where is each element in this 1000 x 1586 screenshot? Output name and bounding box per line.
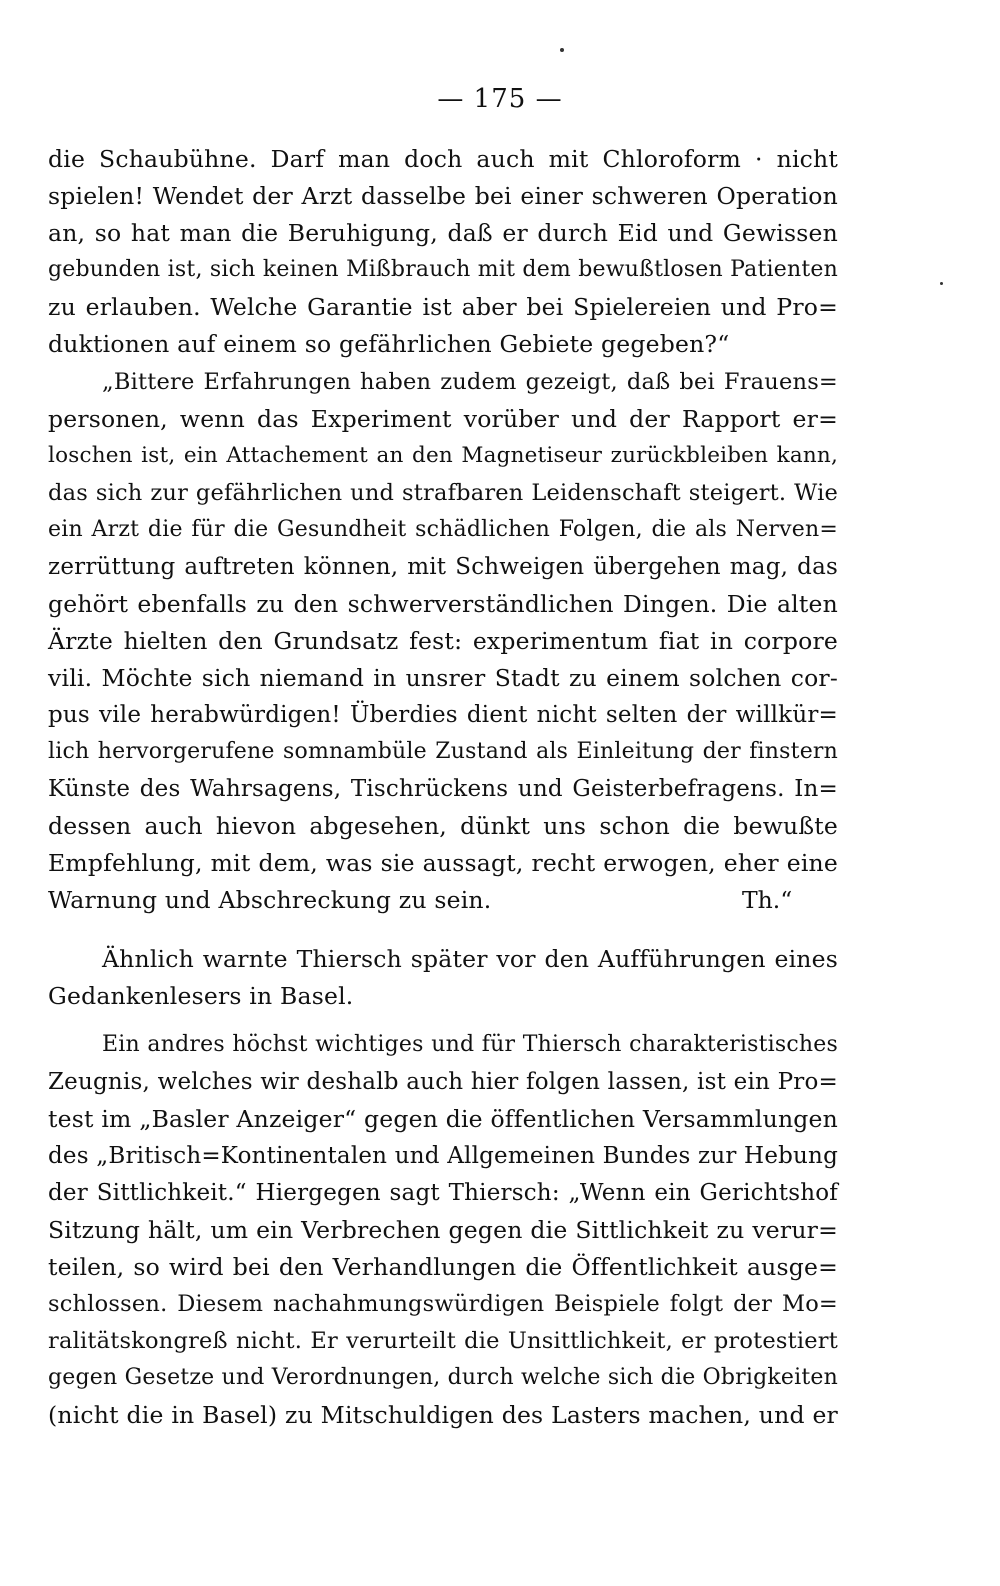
text-line: der Sittlichkeit.“ Hiergegen sagt Thiersch: „Wenn ein Gerichtshof: [48, 1180, 838, 1206]
page-number: — 175 —: [437, 84, 563, 114]
text-line: gegen Gesetze und Verordnungen, durch welche sich die Obrigkeiten: [48, 1365, 838, 1390]
text-line: Künste des Wahrsagens, Tischrückens und Geisterbefragens. In=: [48, 776, 838, 802]
text-line: „Bittere Erfahrungen haben zudem gezeigt, daß bei Frauens=: [102, 369, 838, 395]
text-line: duktionen auf einem so gefährlichen Gebiete gegeben?“: [48, 330, 730, 358]
text-line: lich hervorgerufene somnambüle Zustand als Einleitung der finstern: [48, 739, 838, 764]
text-line: Ärzte hielten den Grundsatz fest: experimentum fiat in corpore: [48, 627, 838, 655]
text-line: an, so hat man die Beruhigung, daß er durch Eid und Gewissen: [48, 219, 838, 247]
text-line: loschen ist, ein Attachement an den Magnetiseur zurückbleiben kann,: [48, 443, 838, 468]
text-line: des „Britisch=Kontinentalen und Allgemeinen Bundes zur Hebung: [48, 1143, 838, 1169]
text-line: gehört ebenfalls zu den schwerverständlichen Dingen. Die alten: [48, 590, 838, 618]
text-line: Empfehlung, mit dem, was sie aussagt, recht erwogen, eher eine: [48, 849, 838, 877]
text-line: ralitätskongreß nicht. Er verurteilt die Unsittlichkeit, er protestiert: [48, 1328, 838, 1354]
text-line: personen, wenn das Experiment vorüber und der Rapport er=: [48, 405, 838, 433]
text-line: ein Arzt die für die Gesundheit schädlichen Folgen, die als Nerven=: [48, 517, 838, 542]
text-line: teilen, so wird bei den Verhandlungen die Öffentlichkeit ausge=: [48, 1253, 838, 1281]
text-line: die Schaubühne. Darf man doch auch mit Chloroform · nicht: [48, 145, 838, 173]
text-line: zu erlauben. Welche Garantie ist aber bei Spielereien und Pro=: [48, 293, 838, 321]
text-line: zerrüttung auftreten können, mit Schweigen übergehen mag, das: [48, 554, 838, 580]
text-line: das sich zur gefährlichen und strafbaren Leidenschaft steigert. Wie: [48, 480, 838, 506]
text-line: Ein andres höchst wichtiges und für Thiersch charakteristisches: [102, 1032, 838, 1057]
print-speck: [940, 282, 943, 285]
text-line: schlossen. Diesem nachahmungswürdigen Beispiele folgt der Mo=: [48, 1291, 838, 1317]
text-line: Ähnlich warnte Thiersch später vor den Aufführungen eines: [102, 945, 838, 973]
text-line: Sitzung hält, um ein Verbrechen gegen die Sittlichkeit zu verur=: [48, 1216, 838, 1244]
print-speck: [560, 48, 564, 52]
text-line: pus vile herabwürdigen! Überdies dient nicht selten der willkür=: [48, 702, 838, 728]
text-line: vili. Möchte sich niemand in unsrer Stadt zu einem solchen cor-: [48, 664, 838, 692]
text-line: Warnung und Abschreckung zu sein.: [48, 886, 492, 914]
text-line: spielen! Wendet der Arzt dasselbe bei einer schweren Operation: [48, 182, 838, 210]
text-line: test im „Basler Anzeiger“ gegen die öffentlichen Versammlungen: [48, 1105, 838, 1133]
text-line: Zeugnis, welches wir deshalb auch hier folgen lassen, ist ein Pro=: [48, 1069, 838, 1095]
text-line: Gedankenlesers in Basel.: [48, 982, 354, 1010]
text-line: gebunden ist, sich keinen Mißbrauch mit dem bewußtlosen Patienten: [48, 257, 838, 282]
text-line: dessen auch hievon abgesehen, dünkt uns schon die bewußte: [48, 812, 838, 840]
text-line: (nicht die in Basel) zu Mitschuldigen des Lasters machen, und er: [48, 1401, 838, 1429]
author-signature: Th.“: [742, 886, 793, 914]
